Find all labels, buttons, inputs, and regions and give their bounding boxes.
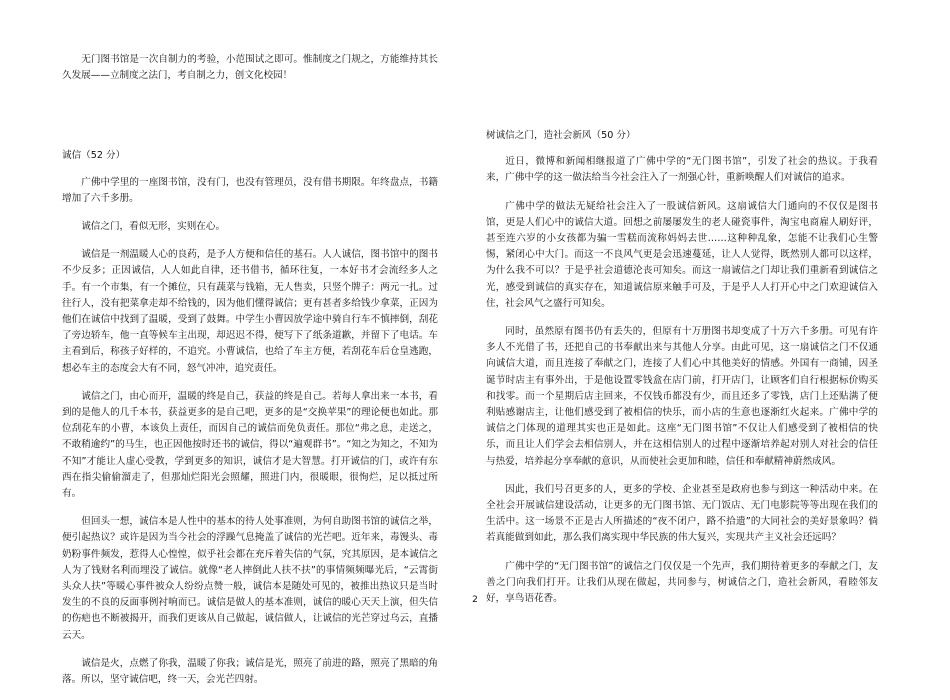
paragraph: 诚信之门，由心而开，温暖的终是自己，获益的终是自己。若每人拿出来一本书，看到的是他人的几千本书，获益更多的是自己吧，更多的是“交换苹果”的理论便也如此。那位刮花车的小曹，本该负上责任，而因自己的诚信而免负责任。那位“弗之息，走送之，不敢稍逾约”的马生，也正因他按时还书的诚信，得以“遍观群书”。“知之为知之，不知为不知”才能让人虚心受教，学到更多的知识，诚信才是大智慧。打开诚信的门，或许有东西在指尖偷偷溜走了，但那灿烂阳光会照耀，照进门内，很暖眼，很恂烂，足以抵过所有。 <box>62 390 438 500</box>
essay-title-social-integrity: 树诚信之门，造社会新风（50 分） <box>486 130 636 141</box>
paragraph: 诚信之门，看似无形，实则在心。 <box>81 221 226 233</box>
paragraph: 广佛中学的“无门图书馆”的诚信之门仅仅是一个先声，我们期待着更多的奉献之门，友善之门向我们打开。让我们从现在做起，共同参与，树诚信之门，造社会新风，看睦邻友好，享鸟语花香。 <box>486 560 878 605</box>
page-number: 2 <box>472 595 478 605</box>
intro-paragraph: 无门图书馆是一次自制力的考验，小范围试之即可。惟制度之门规之，方能维持其长久发展——立制度之法门，考自制之力，创文化校园！ <box>62 54 438 82</box>
paragraph: 同时，虽然原有图书仍有丢失的，但原有十万册图书却变成了十万六千多册。可见有许多人不光借了书，还把自己的书奉献出来与其他人分享。由此可见，这一扇诚信之门不仅通向诚信大道，而且连接了奉献之门，连接了人们心中其他美好的情感。外国有一商铺，因圣诞节时店主有事外出，于是他设置零钱盒在店门前，打开店门，让顾客们自行根据标价购买和找零。而一个星期后店主回来，不仅钱币都没有少，而且还多了零钱，店门上还贴满了便利贴感谢店主，让他们感受到了被相信的快乐，而小店的生意也逐渐红火起来。广佛中学的诚信之门体现的道理其实也正是如此。这座“无门图书馆”不仅让人们感受到了被相信的快乐，而且让人们学会去相信别人，并在这相信别人的过程中逐渐培养起对别人对社会的信任与热爱，培养起分享奉献的意识，从而使社会更加和睦，信任和奉献精神蔚然成风。 <box>486 326 878 467</box>
paragraph: 广佛中学的做法无疑给社会注入了一股诚信新风。这扇诚信大门通向的不仅仅是图书馆，更是人们心中的诚信大道。回想之前屡屡发生的老人碰瓷事件，淘宝电商雇人刷好评，甚至连六岁的小女孩都为骗一雪糕而流称妈妈去世……这种种乱象，怎能不让我们心生警惕，紧闭心中大门。而这一不良风气更是会迅速蔓延，让人人觉得，既然别人都可以这样，为什么我不可以？于是乎社会道德沦丧可知矣。而这一扇诚信之门却让我们重新看到诚信之光，感受到诚信的真实存在，知道诚信原来触手可及，于是乎人人打开心中之门欢迎诚信入住，社会风气之盛行可知矣。 <box>486 200 878 309</box>
paragraph: 近日，微博和新闻相继报道了广佛中学的“无门图书馆”，引发了社会的热议。于我看来，广佛中学的这一做法给当今社会注入了一剂强心针，重新唤醒人们对诚信的追求。 <box>486 156 878 184</box>
paragraph: 广佛中学里的一座图书馆，没有门，也没有管理员，没有借书期限。年终盘点，书籍增加了六千多册。 <box>62 176 438 204</box>
paragraph: 因此，我们号召更多的人，更多的学校、企业甚至是政府也参与到这一种活动中来。在全社会开展诚信建设活动，让更多的无门图书馆、无门饭店、无门电影院等等出现在我们的生活中。这一场景不正是古人所描述的“夜不闭户，路不拾遗”的大同社会的美好景象吗？倘若真能做到如此，那么我们离实现中华民族的伟大复兴，实现共产主义社会还远吗？ <box>486 483 878 544</box>
right-column <box>486 128 878 619</box>
essay-title-integrity: 诚信（52 分） <box>62 150 126 162</box>
paragraph: 诚信是一剂温暖人心的良药，是予人方便和信任的基石。人人诚信，图书馆中的图书不少反多；正因诚信，人人如此自律，还书借书，循环往复，一本好书才会流经多人之手。有一个市集，有一个摊位，只有蔬菜与钱箱，无人售卖，只竖个牌子：两元一扎。过往行人，没有把菜拿走却不给钱的，因为他们懂得诚信；更有甚者多给钱少拿菜，正因为他们在诚信中找到了温暖，受到了鼓舞。中学生小曹因放学途中骑自行车不慎摔倒，刮花了旁边轿车，他一直等候车主出现，却迟迟不得，便写下了纸条道歉，并留下了电话。车主看到后，称孩子好样的，不追究。小曹诚信，也给了车主方便，若刮花车后仓皇逃跑，想必车主的态度会大有不同，怒气冲冲，追究责任。 <box>62 249 438 374</box>
paragraph: 但回头一想，诚信本是人性中的基本的待人处事准则，为何自助图书馆的诚信之举，便引起热议？或许是因为当今社会的浮躁气息掩盖了诚信的光芒吧。近年来，毒馒头、毒奶粉事件频发，惹得人心惶惶，似乎社会都在充斥着失信的气氛，究其原因，是本诚信之人为了钱财名利而埋没了诚信。就像“老人摔倒此人扶不扶”的事情频频曝光后，“云霄街头众人扶”等暖心事件被众人纷纷点赞一般，诚信本是随处可见的，被推出热议只是当时发生的不良的反面事例衬响而已。诚信是做人的基本准则，诚信的暖心天天上演，但失信的伤疤也不断被揭开，而我们更该从自己做起，诚信做人，让诚信的光芒穿过乌云，直播云天。 <box>62 516 438 641</box>
paragraph: 诚信是火，点燃了你我，温暖了你我；诚信是光，照亮了前进的路，照亮了黑暗的角落。所以，坚守诚信吧，终一天，会光芒四射。 <box>62 657 438 686</box>
